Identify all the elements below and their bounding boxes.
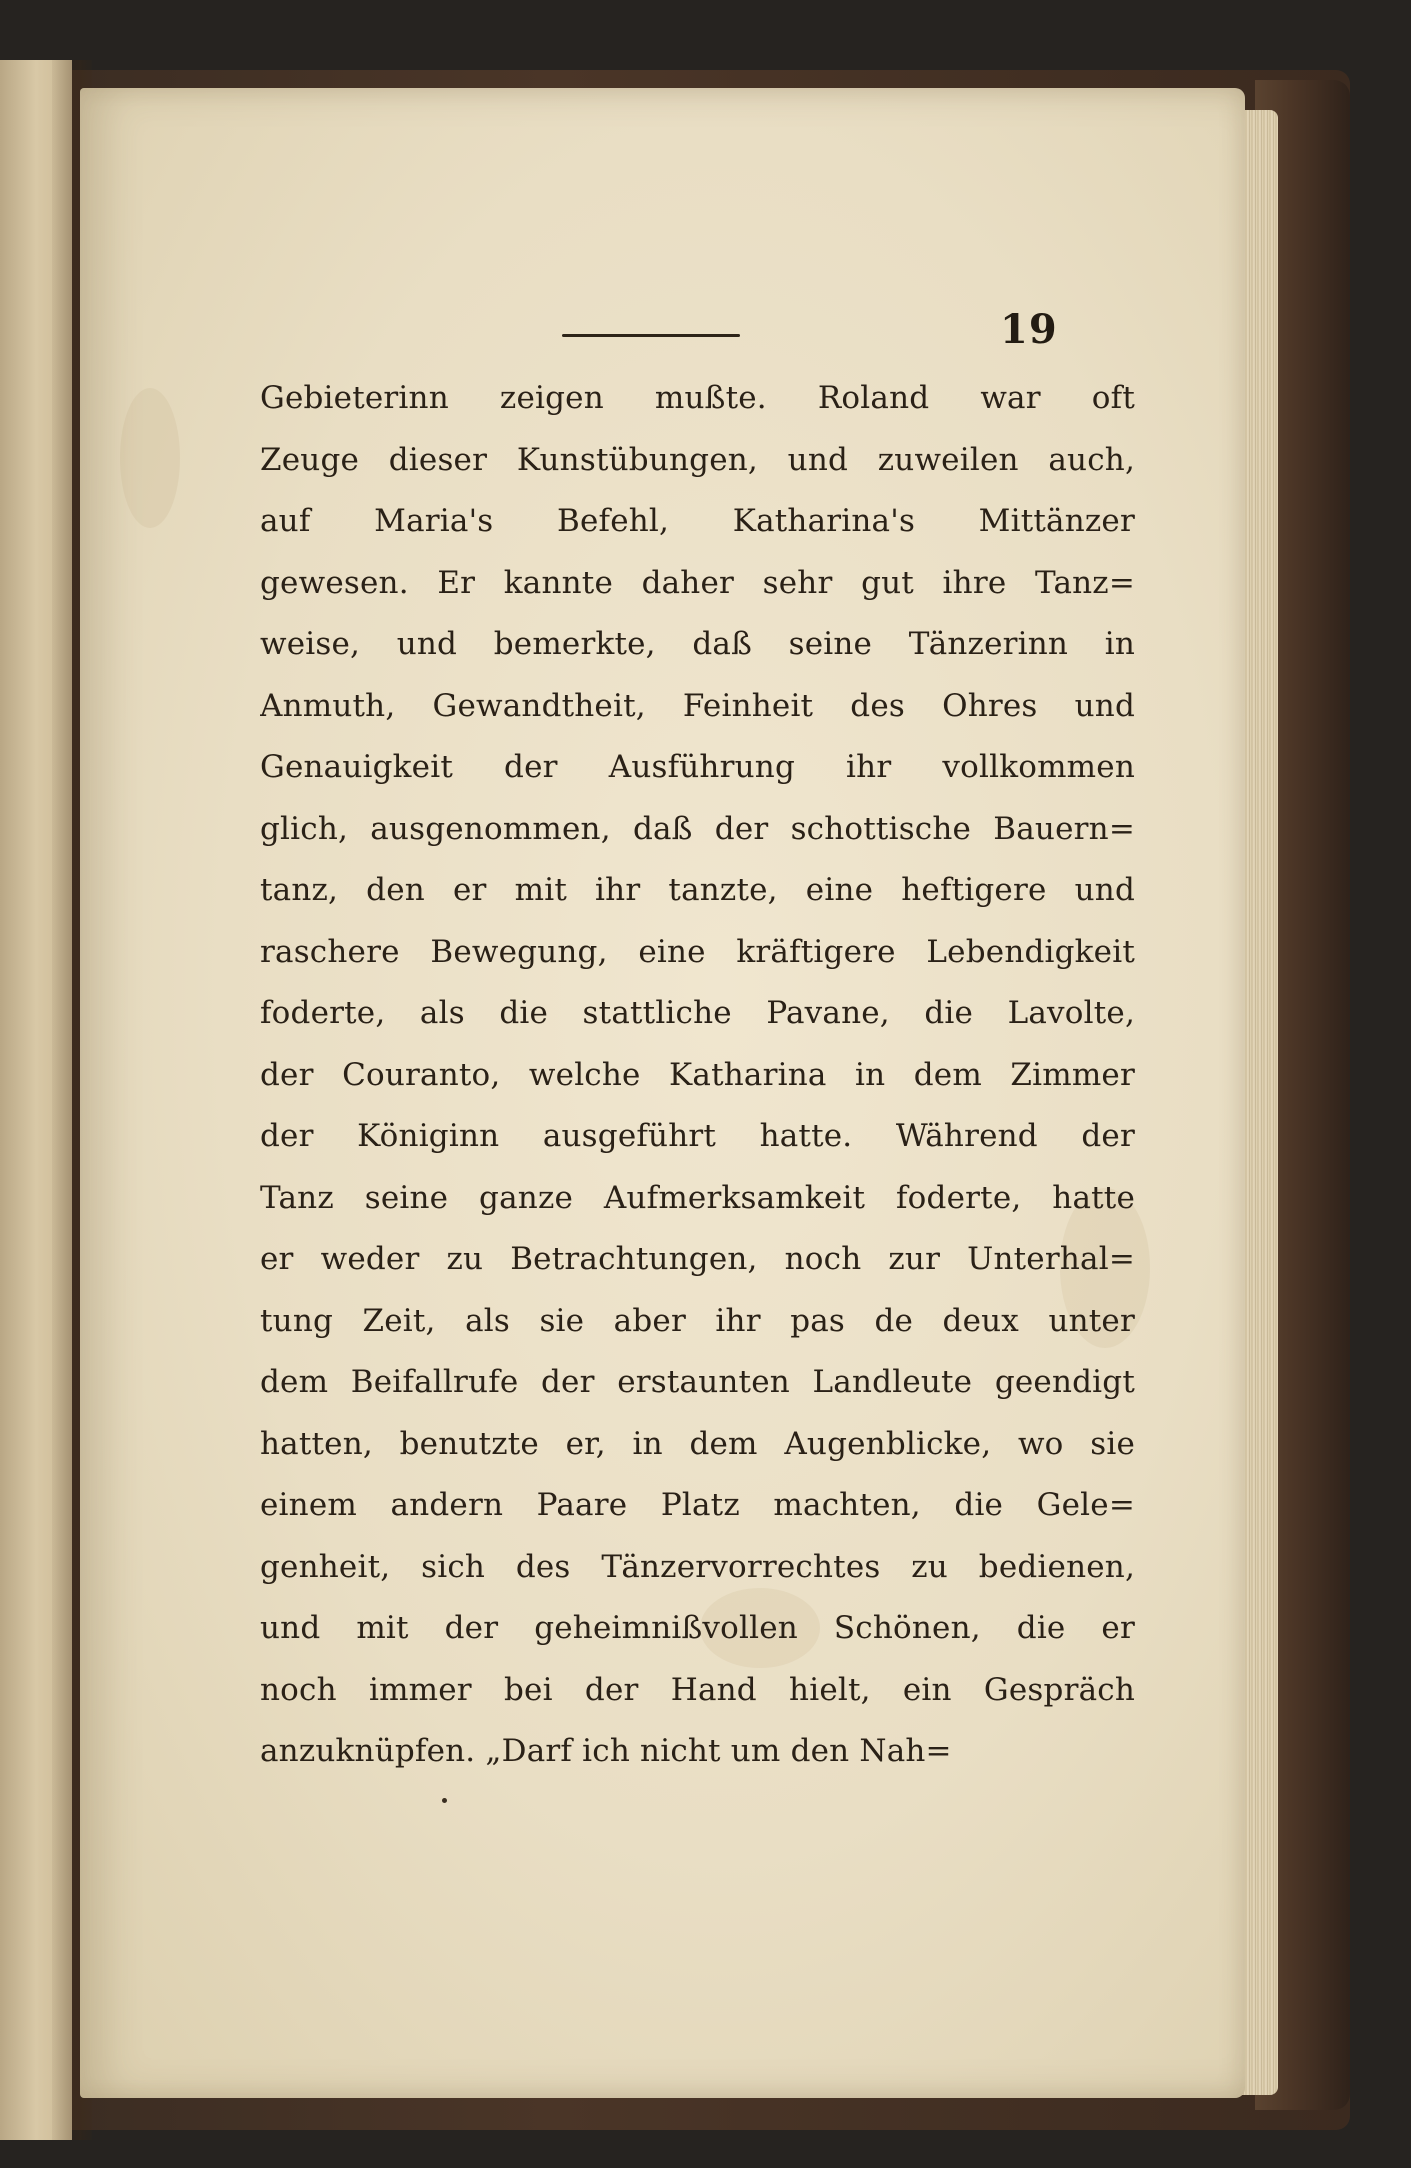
text-line: foderte, als die stattliche Pavane, die Lavolte,: [260, 995, 1135, 1031]
text-line: tanz, den er mit ihr tanzte, eine heftigere und: [260, 872, 1135, 908]
text-line: Tanz seine ganze Aufmerksamkeit foderte, hatte: [260, 1179, 1135, 1216]
text-line: einem andern Paare Platz machten, die Gele=: [260, 1487, 1135, 1523]
header-rule: [562, 334, 740, 337]
text-line: er weder zu Betrachtungen, noch zur Unterhal=: [260, 1241, 1135, 1277]
text-line: raschere Bewegung, eine kräftigere Lebendigkeit: [260, 933, 1135, 970]
text-line: Gebieterinn zeigen mußte. Roland war oft: [260, 380, 1135, 416]
text-line: Genauigkeit der Ausführung ihr vollkommen: [260, 749, 1135, 785]
page-number: 19: [1000, 306, 1058, 353]
text-line: der Couranto, welche Katharina in dem Zimmer: [260, 1056, 1135, 1093]
text-line: dem Beifallrufe der erstaunten Landleute geendigt: [260, 1364, 1135, 1400]
text-line: Anmuth, Gewandtheit, Feinheit des Ohres und: [260, 687, 1135, 724]
text-line: und mit der geheimnißvollen Schönen, die er: [260, 1610, 1135, 1646]
ink-speck: [442, 1798, 447, 1803]
text-line: der Königinn ausgeführt hatte. Während der: [260, 1118, 1135, 1154]
text-line: Zeuge dieser Kunstübungen, und zuweilen auch,: [260, 441, 1135, 478]
text-line: auf Maria's Befehl, Katharina's Mittänzer: [260, 503, 1135, 539]
text-line: weise, und bemerkte, daß seine Tänzerinn in: [260, 626, 1135, 662]
book-page: [80, 88, 1245, 2098]
text-line: genheit, sich des Tänzervorrechtes zu bedienen,: [260, 1548, 1135, 1585]
text-line: anzuknüpfen. „Darf ich nicht um den Nah=: [260, 1733, 952, 1769]
text-line: hatten, benutzte er, in dem Augenblicke, wo sie: [260, 1425, 1135, 1462]
text-line: glich, ausgenommen, daß der schottische Bauern=: [260, 810, 1135, 847]
text-line: tung Zeit, als sie aber ihr pas de deux unter: [260, 1302, 1135, 1339]
text-line: gewesen. Er kannte daher sehr gut ihre Tanz=: [260, 564, 1135, 601]
text-line: noch immer bei der Hand hielt, ein Gespräch: [260, 1671, 1135, 1708]
body-text: [260, 378, 1135, 1793]
paper-stain: [120, 388, 180, 528]
